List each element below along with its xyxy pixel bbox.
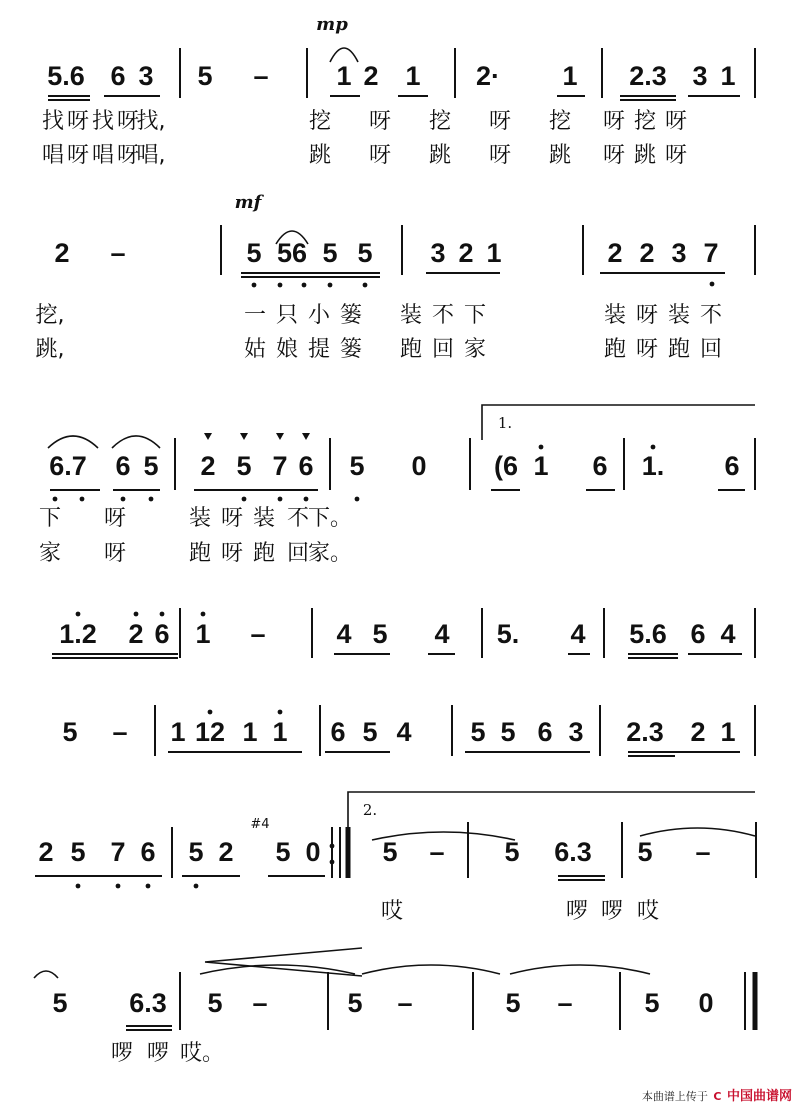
octave-dot <box>278 497 283 502</box>
jianpu-note: – <box>429 837 445 867</box>
lyric-syllable: 啰 <box>600 899 624 924</box>
jianpu-note: 1 <box>170 717 186 747</box>
lyric-syllable: 娘 <box>275 337 299 362</box>
accent-mark <box>276 433 284 440</box>
octave-dot <box>710 282 715 287</box>
lyric-syllable: 呀 <box>220 506 244 531</box>
jianpu-note: 2 <box>607 238 623 268</box>
accent-mark <box>204 433 212 440</box>
lyric-syllable: 挖 <box>308 109 332 134</box>
jianpu-note: 6.7 <box>49 451 87 481</box>
jianpu-note: 5 <box>347 988 363 1018</box>
volta-2-label: 2. <box>362 801 378 819</box>
jianpu-note: 6.3 <box>129 988 167 1018</box>
jianpu-note: 5 <box>504 837 520 867</box>
jianpu-note: 7 <box>272 451 288 481</box>
lyric-syllable: 不 <box>286 506 310 531</box>
jianpu-note: – <box>110 238 126 268</box>
jianpu-note: 5. <box>496 619 520 649</box>
jianpu-note: 5 <box>644 988 660 1018</box>
lyric-syllable: 找 <box>91 109 115 134</box>
slur <box>112 436 160 448</box>
octave-dot <box>355 497 360 502</box>
octave-dot <box>302 283 307 288</box>
octave-dot <box>53 497 58 502</box>
jianpu-note: 0 <box>698 988 714 1018</box>
jianpu-note: 6 <box>690 619 706 649</box>
lyric-syllable: 不 <box>699 303 723 328</box>
jianpu-note: 6 <box>537 717 553 747</box>
jianpu-note: 2 <box>128 619 144 649</box>
lyric-syllable: 跳 <box>633 143 657 168</box>
jianpu-note: 5 <box>70 837 86 867</box>
jianpu-note: 1 <box>336 61 352 91</box>
jianpu-note: – <box>250 619 266 649</box>
lyric-syllable: 呀 <box>368 109 392 134</box>
slur <box>510 965 650 974</box>
jianpu-note: 5 <box>275 837 291 867</box>
lyric-syllable: 跳 <box>428 143 452 168</box>
jianpu-note: 4 <box>720 619 736 649</box>
jianpu-note: 6 <box>154 619 170 649</box>
dynamic-mf: mf <box>234 192 262 213</box>
jianpu-note: 5 <box>382 837 398 867</box>
site-footer <box>642 1085 792 1104</box>
octave-dot <box>328 283 333 288</box>
jianpu-note: 7 <box>703 238 719 268</box>
jianpu-note: 5 <box>52 988 68 1018</box>
jianpu-note: 5 <box>143 451 159 481</box>
lyric-syllable: 呀 <box>116 109 140 134</box>
lyric-syllable: 找, <box>136 109 166 134</box>
lyric-syllable: 啰 <box>110 1041 134 1066</box>
jianpu-note: 3 <box>671 238 687 268</box>
jianpu-note: – <box>253 61 269 91</box>
octave-dot <box>149 497 154 502</box>
jianpu-note: – <box>695 837 711 867</box>
jianpu-note: 1 <box>242 717 258 747</box>
jianpu-note: – <box>252 988 268 1018</box>
octave-dot <box>252 283 257 288</box>
jianpu-note: 2 <box>639 238 655 268</box>
decrescendo-hairpin <box>205 948 362 976</box>
accent-mark <box>302 433 310 440</box>
jianpu-note: 6 <box>330 717 346 747</box>
lyric-syllable: 下 <box>463 303 487 328</box>
octave-dot <box>80 497 85 502</box>
lyric-syllable: 呀 <box>103 506 127 531</box>
jianpu-note: 5 <box>505 988 521 1018</box>
jianpu-note: 5 <box>357 238 373 268</box>
lyric-syllable: 呀 <box>368 143 392 168</box>
lyric-syllable: 呀 <box>635 337 659 362</box>
jianpu-note: 5 <box>62 717 78 747</box>
jianpu-note: 1 <box>195 619 211 649</box>
jianpu-note: 6 <box>298 451 314 481</box>
jianpu-note: 5 <box>470 717 486 747</box>
jianpu-note: 5 <box>197 61 213 91</box>
jianpu-note: 5 <box>362 717 378 747</box>
octave-dot <box>278 710 283 715</box>
lyric-syllable: 呀 <box>116 143 140 168</box>
lyric-syllable: 跑 <box>399 337 423 362</box>
lyric-syllable: 唱 <box>91 143 115 168</box>
jianpu-note: 0 <box>411 451 427 481</box>
octave-dot <box>194 884 199 889</box>
jianpu-note: 2.3 <box>626 717 664 747</box>
jianpu-note: 3 <box>430 238 446 268</box>
lyric-syllable: 呀 <box>664 143 688 168</box>
octave-dot <box>304 497 309 502</box>
lyric-syllable: 回 <box>286 541 310 566</box>
lyric-syllable: 下 <box>38 506 62 531</box>
site-logo-icon: C <box>713 1090 722 1103</box>
lyric-syllable: 只 <box>275 303 299 328</box>
jianpu-note: 1 <box>720 61 736 91</box>
lyric-syllable: 跳 <box>308 143 332 168</box>
volta-1-label: 1. <box>497 414 513 432</box>
lyric-syllable: 回 <box>699 337 723 362</box>
octave-dot <box>121 497 126 502</box>
lyric-syllable: 装 <box>188 506 212 531</box>
jianpu-note: 4 <box>570 619 586 649</box>
jianpu-note: (6 <box>493 451 519 481</box>
jianpu-note: 4 <box>434 619 450 649</box>
jianpu-note: 1. <box>641 451 665 481</box>
lyric-syllable: 跳, <box>35 337 65 362</box>
lyric-syllable: 装 <box>667 303 691 328</box>
octave-dot <box>116 884 121 889</box>
jianpu-note: 2· <box>475 61 501 91</box>
octave-dot <box>146 884 151 889</box>
jianpu-note: 4 <box>336 619 352 649</box>
lyric-syllable: 一 <box>243 303 267 328</box>
jianpu-note: 5.6 <box>47 61 85 91</box>
octave-dot <box>134 612 139 617</box>
lyric-syllable: 哎。 <box>179 1041 225 1066</box>
lyric-syllable: 跑 <box>252 541 276 566</box>
dynamic-mp: mp <box>316 14 348 35</box>
jianpu-note: 4 <box>396 717 412 747</box>
lyric-syllable: 姑 <box>243 337 267 362</box>
lyric-syllable: 找 <box>41 109 65 134</box>
lyric-syllable: 呀 <box>103 541 127 566</box>
volta-2-bracket <box>348 792 755 830</box>
lyric-syllable: 呀 <box>664 109 688 134</box>
jianpu-note: 2 <box>38 837 54 867</box>
lyric-syllable: 家 <box>463 337 487 362</box>
lyric-syllable: 提 <box>307 337 331 362</box>
octave-dot <box>160 612 165 617</box>
repeat-dot <box>330 860 335 865</box>
jianpu-note: 56 <box>276 238 308 268</box>
jianpu-note: 3 <box>568 717 584 747</box>
jianpu-note: – <box>112 717 128 747</box>
lyric-syllable: 呀 <box>602 109 626 134</box>
footer-text: 本曲谱上传于 <box>641 1090 708 1103</box>
octave-dot <box>363 283 368 288</box>
lyric-syllable: 呀 <box>66 109 90 134</box>
octave-dot <box>278 283 283 288</box>
jianpu-note: 5 <box>322 238 338 268</box>
jianpu-note: – <box>557 988 573 1018</box>
jianpu-note: 1 <box>405 61 421 91</box>
lyric-syllable: 啰 <box>565 899 589 924</box>
lyric-syllable: 装 <box>252 506 276 531</box>
lyric-syllable: 篓 <box>339 303 363 328</box>
jianpu-note: 5 <box>236 451 252 481</box>
jianpu-note: 5 <box>637 837 653 867</box>
lyric-syllable: 呀 <box>602 143 626 168</box>
lyric-syllable: 跑 <box>188 541 212 566</box>
jianpu-note: 1 <box>562 61 578 91</box>
lyric-syllable: 篓 <box>339 337 363 362</box>
jianpu-note: 5.6 <box>629 619 667 649</box>
jianpu-note: 1 <box>272 717 288 747</box>
lyric-syllable: 挖, <box>35 303 65 328</box>
jianpu-note: – <box>397 988 413 1018</box>
octave-dot <box>208 710 213 715</box>
lyric-syllable: 跑 <box>603 337 627 362</box>
lyric-syllable: 呀 <box>488 143 512 168</box>
lyric-syllable: 家。 <box>307 541 353 566</box>
octave-dot <box>76 884 81 889</box>
site-brand[interactable]: 中国曲谱网 <box>726 1089 792 1104</box>
lyric-syllable: 呀 <box>66 143 90 168</box>
jianpu-note: 7 <box>110 837 126 867</box>
volta-1-bracket <box>482 405 755 440</box>
jianpu-note: 6 <box>724 451 740 481</box>
slur <box>330 48 358 62</box>
jianpu-note: 2 <box>200 451 216 481</box>
lyric-syllable: 装 <box>399 303 423 328</box>
jianpu-note: 5 <box>349 451 365 481</box>
octave-dot <box>201 612 206 617</box>
jianpu-note: 6.3 <box>554 837 592 867</box>
octave-dot <box>76 612 81 617</box>
jianpu-note: 6 <box>592 451 608 481</box>
jianpu-note: 6 <box>140 837 156 867</box>
jianpu-note: 2.3 <box>629 61 667 91</box>
accidental-sharp-4: #4 <box>250 817 270 832</box>
repeat-dot <box>330 844 335 849</box>
jianpu-note: 1 <box>720 717 736 747</box>
lyric-syllable: 呀 <box>220 541 244 566</box>
lyric-syllable: 啰 <box>146 1041 170 1066</box>
lyric-syllable: 呀 <box>635 303 659 328</box>
lyric-syllable: 跑 <box>667 337 691 362</box>
jianpu-note: 6 <box>110 61 126 91</box>
jianpu-note: 5 <box>188 837 204 867</box>
octave-dot <box>539 445 544 450</box>
jianpu-note: 2 <box>363 61 379 91</box>
jianpu-note: 3 <box>692 61 708 91</box>
jianpu-note: 6 <box>115 451 131 481</box>
octave-dot <box>242 497 247 502</box>
slur <box>640 828 755 836</box>
jianpu-note: 5 <box>500 717 516 747</box>
jianpu-note: 3 <box>138 61 154 91</box>
jianpu-note: 12 <box>194 717 226 747</box>
lyric-syllable: 挖 <box>633 109 657 134</box>
slur <box>48 436 98 448</box>
jianpu-note: 1 <box>486 238 502 268</box>
lyric-syllable: 下。 <box>307 506 353 531</box>
accent-mark <box>240 433 248 440</box>
jianpu-note: 5 <box>207 988 223 1018</box>
jianpu-note: 1 <box>533 451 549 481</box>
jianpu-note: 2 <box>458 238 474 268</box>
lyric-syllable: 挖 <box>548 109 572 134</box>
jianpu-note: 5 <box>372 619 388 649</box>
jianpu-note: 2 <box>690 717 706 747</box>
lyric-syllable: 小 <box>307 303 331 328</box>
lyric-syllable: 装 <box>603 303 627 328</box>
jianpu-note: 1.2 <box>59 619 97 649</box>
lyric-syllable: 挖 <box>428 109 452 134</box>
lyric-syllable: 跳 <box>548 143 572 168</box>
jianpu-note: 2 <box>218 837 234 867</box>
jianpu-note: 2 <box>54 238 70 268</box>
jianpu-note: 5 <box>246 238 262 268</box>
slur <box>34 971 58 978</box>
lyric-syllable: 回 <box>431 337 455 362</box>
lyric-syllable: 呀 <box>488 109 512 134</box>
lyric-syllable: 家 <box>38 541 62 566</box>
lyric-syllable: 哎 <box>380 899 404 924</box>
jianpu-note: 0 <box>305 837 321 867</box>
lyric-syllable: 不 <box>431 303 455 328</box>
octave-dot <box>651 445 656 450</box>
slur <box>362 965 500 974</box>
lyric-syllable: 哎 <box>636 899 660 924</box>
lyric-syllable: 唱 <box>41 143 65 168</box>
lyric-syllable: 唱, <box>136 143 166 168</box>
